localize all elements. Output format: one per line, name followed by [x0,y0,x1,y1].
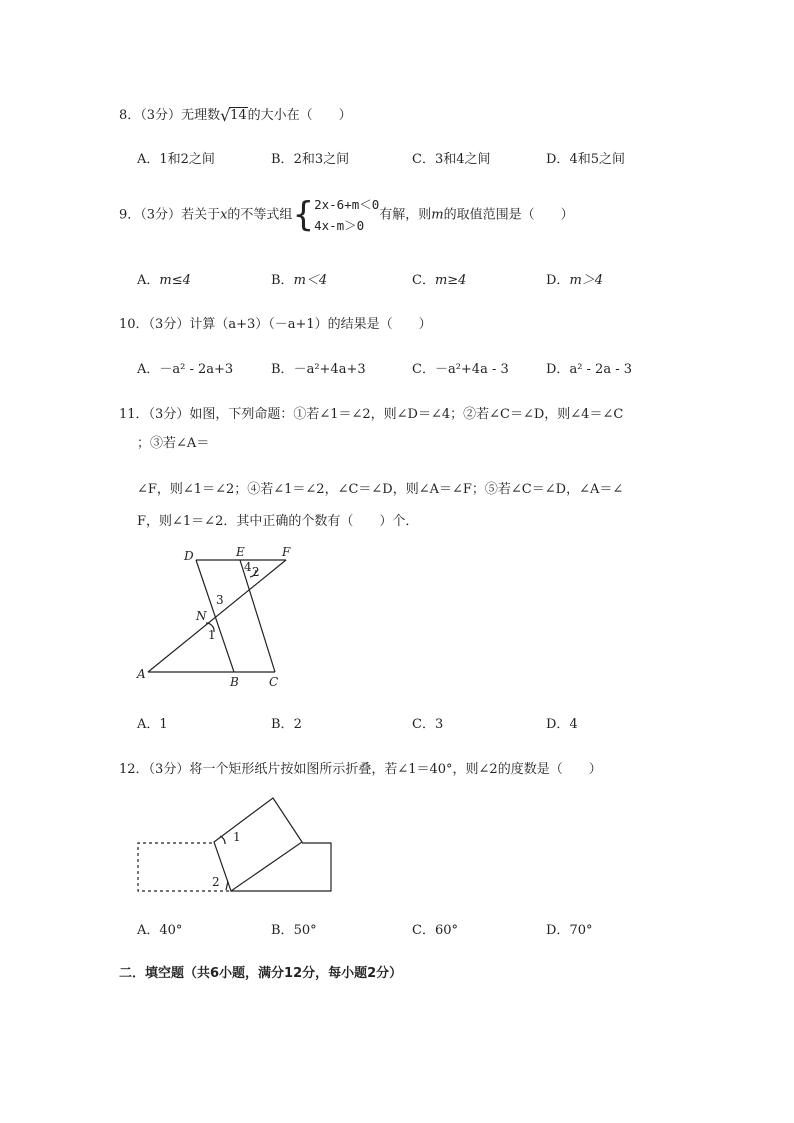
q10-option-c: C．－a²+4a - 3 [412,362,509,377]
q11-option-c: C．3 [412,717,444,732]
q12-option-a: A．40° [137,923,183,938]
radicand: 14 [230,108,247,123]
q10-option-b: B．－a²+4a+3 [271,362,366,377]
section-heading: 二．填空题（共6小题，满分12分，每小题2分） [119,966,403,981]
segment-af [148,560,286,672]
label-angle-1: 1 [208,628,216,642]
sqrt-radical [220,108,248,123]
q9-option-b: B．m＜4 [271,273,328,288]
stem-text: 的大小在（ ） [247,108,352,123]
q9-option-a: A．m≤4 [137,273,191,288]
question-11-line2: ；③若∠A＝ [137,436,210,451]
label-angle-2: 2 [212,875,220,889]
question-11-line4: F，则∠1＝∠2．其中正确的个数有（ ）个． [137,514,419,529]
q11-option-b: B．2 [271,717,302,732]
question-score: （3分） [140,108,182,123]
label-f: F [282,545,291,559]
system-brace: { [292,195,315,235]
q9-option-c: C．m≥4 [412,273,467,288]
question-score: （3分） [140,207,182,223]
label-angle-3: 3 [216,593,224,607]
label-b: B [230,675,239,689]
q12-option-d: D．70° [546,923,593,938]
label-a: A [137,667,146,681]
stem-text: 无理数 [181,108,221,123]
label-e: E [236,545,245,559]
question-9-stem: 9．（3分）若关于x的不等式组{2x-6+m＜0 4x-m＞0有解，则m的取值范围是（ ） [119,195,574,235]
rect-remaining [231,843,331,891]
inequality-system: 2x-6+m＜0 4x-m＞0 [314,197,380,233]
label-n: N [196,609,207,623]
label-angle-1: 1 [233,830,241,844]
q8-option-d: D．4和5之间 [546,152,625,167]
question-10-stem: 10．（3分）计算（a+3）（－a+1）的结果是（ ） [119,317,432,332]
folded-part [214,798,302,891]
label-d: D [184,549,194,563]
radical-sign-icon: √ [220,106,231,125]
q8-option-a: A．1和2之间 [137,152,215,167]
label-angle-2: 2 [252,565,260,579]
q10-option-d: D．a² - 2a - 3 [546,362,633,377]
q10-option-a: A．－a² - 2a+3 [137,362,234,377]
q8-option-c: C．3和4之间 [412,152,491,167]
q12-figure [130,790,340,900]
label-c: C [269,675,279,689]
question-12-stem: 12．（3分）将一个矩形纸片按如图所示折叠，若∠1＝40°，则∠2的度数是（ ） [119,762,602,777]
question-11-line1: 11．（3分）如图，下列命题：①若∠1＝∠2，则∠D＝∠4；②若∠C＝∠D，则∠4＝∠C [119,407,624,422]
q11-figure [130,540,310,695]
q11-option-a: A．1 [137,717,168,732]
q9-option-d: D．m＞4 [546,273,604,288]
q12-option-b: B．50° [271,923,317,938]
q12-option-c: C．60° [412,923,458,938]
angle-2-mark [226,881,228,890]
question-11-line3: ∠F，则∠1＝∠2；④若∠1＝∠2，∠C＝∠D，则∠A＝∠F；⑤若∠C＝∠D，∠A＝∠ [137,482,624,497]
question-number: 8． [119,108,141,123]
q11-option-d: D．4 [546,717,578,732]
label-angle-4: 4 [244,560,252,574]
question-8-stem [119,104,352,123]
q8-option-b: B．2和3之间 [271,152,350,167]
question-number: 9． [119,207,141,223]
